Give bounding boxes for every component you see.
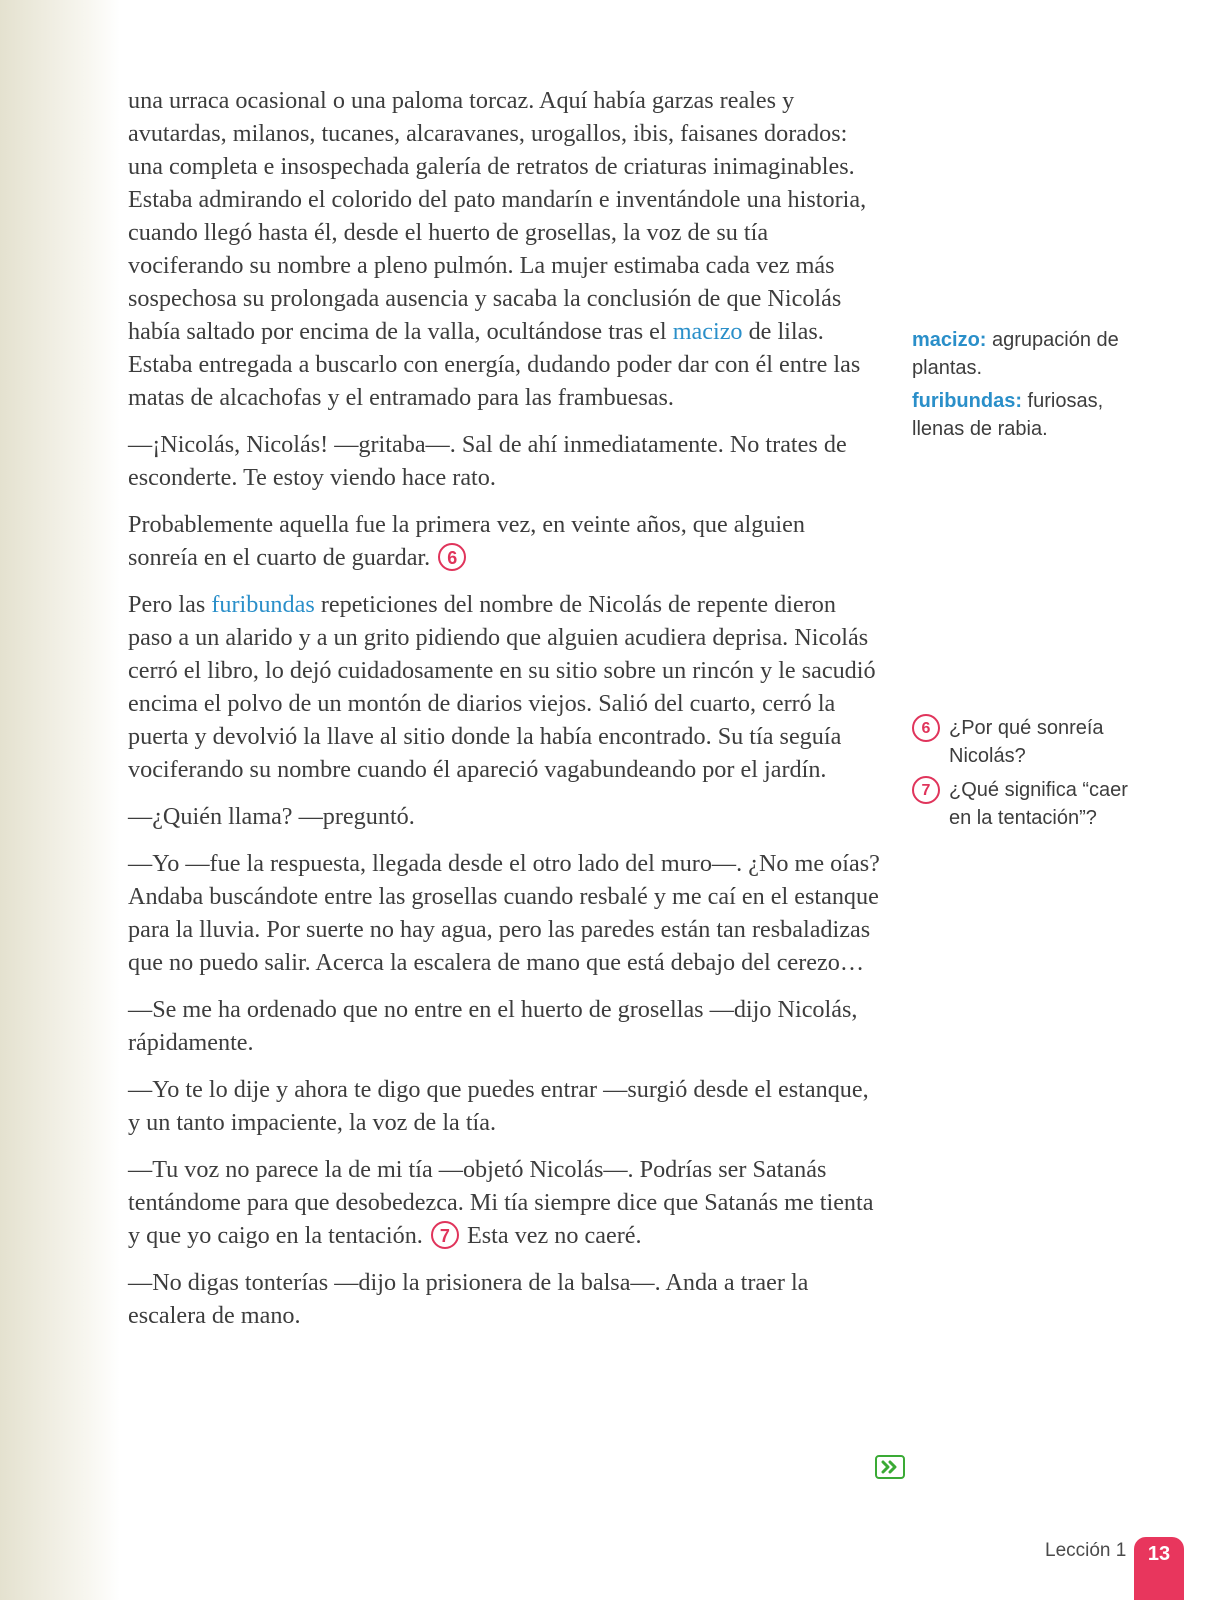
question-number-badge: 7 — [912, 776, 940, 804]
paragraph: Pero las furibundas repeticiones del nombre de Nicolás de repente dieron paso a un alarido y a un grito pidiendo que alguien acudiera deprisa. Nicolás cerró el libro, lo dejó cuidadosamente en su sitio sobre un rincón y le sacudió encima el polvo de un montón de diarios viejos. Salió del cuarto, cerró la puerta y devolvió la llave al sitio donde la había encontrado. Su tía seguía vociferando su nombre cuando él apareció vagabundeando por el jardín. — [128, 591, 876, 783]
paragraph: —Tu voz no parece la de mi tía —objetó Nicolás—. Podrías ser Satanás tentándome para que desobedezca. Mi tía siempre dice que Satanás me tienta y que yo caigo en la tentación. 7 Esta vez no caeré. — [128, 1156, 874, 1249]
glossary-definition: agrupación de plantas. — [912, 329, 1119, 379]
glossary-term: furibundas: — [912, 390, 1022, 412]
glossary-entry — [912, 326, 1142, 382]
glossary-entry — [912, 387, 1142, 443]
glossary-link-macizo[interactable]: macizo — [672, 318, 743, 345]
question-text: ¿Qué significa “caer en la tentación”? — [949, 779, 1128, 829]
paragraph: —¡Nicolás, Nicolás! —gritaba—. Sal de ahí inmediatamente. No trates de esconderte. Te estoy viendo hace rato. — [128, 431, 847, 491]
glossary-definition: furiosas, llenas de rabia. — [912, 390, 1104, 440]
paragraph: —No digas tonterías —dijo la prisionera de la balsa—. Anda a traer la escalera de mano. — [128, 1269, 809, 1329]
glossary-sidebar — [912, 326, 1142, 448]
question-marker-6[interactable]: 6 — [438, 543, 466, 571]
paragraph: —Yo —fue la respuesta, llegada desde el otro lado del muro—. ¿No me oías? Andaba buscándote entre las grosellas cuando resbalé y me caí en el estanque para la lluvia. Por suerte no hay agua, pero las paredes están tan resbaladizas que no puedo salir. Acerca la escalera de mano que está debajo del cerezo… — [128, 850, 880, 976]
paragraph: —Se me ha ordenado que no entre en el huerto de grosellas —dijo Nicolás, rápidamente. — [128, 996, 858, 1056]
page-number-badge: 13 — [1134, 1537, 1184, 1600]
question-marker-7[interactable]: 7 — [431, 1221, 459, 1249]
question-number-badge: 6 — [912, 714, 940, 742]
question-text: ¿Por qué sonreía Nicolás? — [949, 717, 1104, 767]
page-gutter-shade — [0, 0, 120, 1600]
question-item — [912, 776, 1142, 832]
paragraph: una urraca ocasional o una paloma torcaz. Aquí había garzas reales y avutardas, milanos, tucanes, alcaravanes, urogallos, ibis, faisanes dorados: una completa e insospechada galería de retratos de criaturas inimaginables. Estaba admirando el colorido del pato mandarín e inventándole una historia, cuando llegó hasta él, desde el huerto de grosellas, la voz de su tía vociferando su nombre a pleno pulmón. La mujer estimaba cada vez más sospechosa su prolongada ausencia y sacaba la conclusión de que Nicolás había saltado por encima de la valla, ocultándose tras el macizo de lilas. Estaba entregada a buscarlo con energía, dudando poder dar con él entre las matas de alcachofas y el entramado para las frambuesas. — [128, 87, 867, 411]
double-chevron-right-icon — [880, 1460, 900, 1474]
glossary-link-furibundas[interactable]: furibundas — [211, 591, 315, 618]
lesson-label: Lección 1 — [1045, 1540, 1127, 1561]
glossary-term: macizo: — [912, 329, 987, 351]
questions-sidebar — [912, 714, 1142, 838]
story-text — [128, 84, 880, 1346]
next-page-button[interactable] — [875, 1455, 905, 1479]
paragraph: —Yo te lo dije y ahora te digo que puedes entrar —surgió desde el estanque, y un tanto impaciente, la voz de la tía. — [128, 1076, 869, 1136]
question-item — [912, 714, 1142, 770]
paragraph: Probablemente aquella fue la primera vez, en veinte años, que alguien sonreía en el cuarto de guardar. 6 — [128, 511, 805, 571]
paragraph: —¿Quién llama? —preguntó. — [128, 803, 415, 830]
